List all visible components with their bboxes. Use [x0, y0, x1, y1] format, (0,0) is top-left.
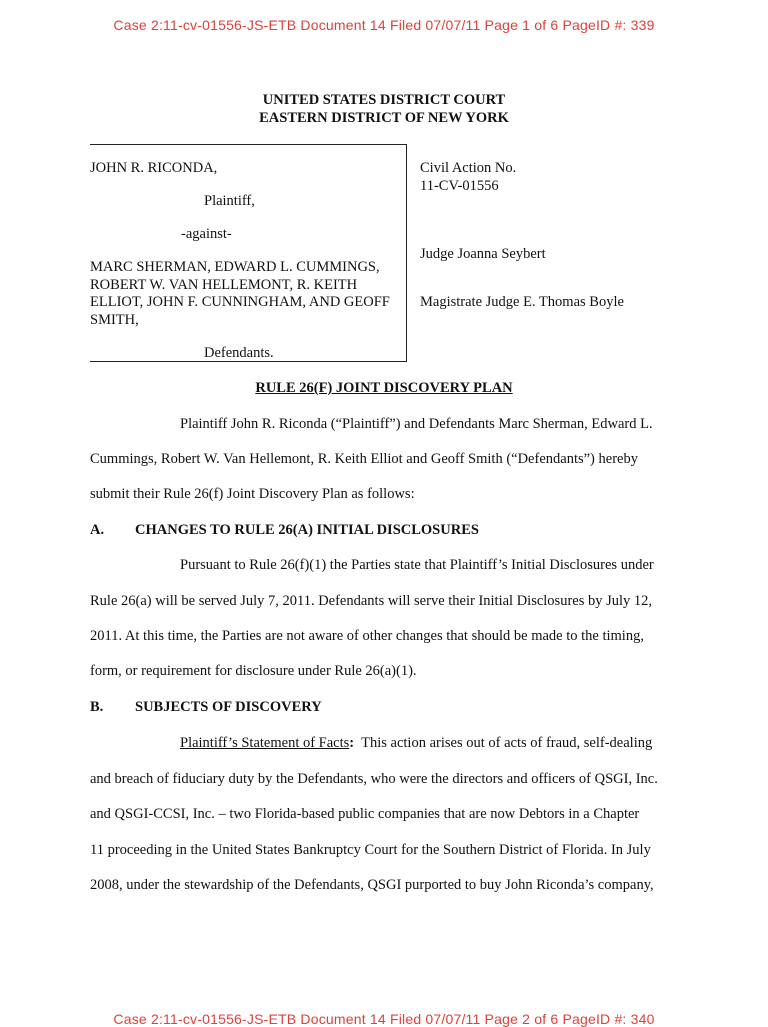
plaintiff-name: JOHN R. RICONDA, [90, 160, 218, 176]
section-a-line-4: form, or requirement for disclosure under Rule 26(a)(1). [90, 663, 417, 679]
section-a-title: CHANGES TO RULE 26(A) INITIAL DISCLOSURES [135, 522, 479, 538]
section-a-line-1: Pursuant to Rule 26(f)(1) the Parties state that Plaintiff’s Initial Disclosures under [180, 557, 654, 573]
section-a-letter: A. [90, 522, 105, 538]
judge-name: Judge Joanna Seybert [420, 246, 546, 262]
section-a-line-2: Rule 26(a) will be served July 7, 2011. Defendants will serve their Initial Disclosures by July 12, [90, 593, 653, 609]
statement-of-facts-label: Plaintiff’s Statement of Facts [180, 735, 350, 751]
document-title-text: RULE 26(F) JOINT DISCOVERY PLAN [255, 380, 513, 396]
next-page-header-stamp: Case 2:11-cv-01556-JS-ETB Document 14 Filed 07/07/11 Page 2 of 6 PageID #: 340 [113, 1011, 655, 1027]
intro-line-2: Cummings, Robert W. Van Hellemont, R. Keith Elliot and Geoff Smith (“Defendants”) hereby [90, 451, 638, 467]
section-a-line-3: 2011. At this time, the Parties are not aware of other changes that should be made to the timing, [90, 628, 644, 644]
civil-action-block [420, 160, 720, 195]
court-district: EASTERN DISTRICT OF NEW YORK [259, 110, 509, 126]
civil-action-number: 11-CV-01556 [420, 177, 499, 194]
statement-of-facts-colon: : [349, 735, 355, 751]
court-name: UNITED STATES DISTRICT COURT [262, 92, 506, 108]
section-b-title: SUBJECTS OF DISCOVERY [135, 699, 322, 715]
plaintiff-role: Plaintiff, [204, 193, 255, 209]
page-header-stamp: Case 2:11-cv-01556-JS-ETB Document 14 Filed 07/07/11 Page 1 of 6 PageID #: 339 [113, 17, 655, 33]
section-b-letter: B. [90, 699, 104, 715]
section-b-line-4: 11 proceeding in the United States Bankruptcy Court for the Southern District of Florida. In July [90, 842, 651, 858]
section-b-line-5: 2008, under the stewardship of the Defendants, QSGI purported to buy John Riconda’s company, [90, 877, 654, 893]
civil-action-label: Civil Action No. [420, 160, 517, 176]
defendant-names: MARC SHERMAN, EDWARD L. CUMMINGS, ROBERT W. VAN HELLEMONT, R. KEITH ELLIOT, JOHN F. CUNNINGHAM, AND GEOFF SMITH, [90, 259, 390, 328]
section-b-line-1 [180, 735, 652, 752]
magistrate-name: Magistrate Judge E. Thomas Boyle [420, 294, 624, 310]
section-b-line-2: and breach of fiduciary duty by the Defendants, who were the directors and officers of QSGI, Inc. [90, 771, 658, 787]
section-b-line-3: and QSGI-CCSI, Inc. – two Florida-based public companies that are now Debtors in a Chapter [90, 806, 640, 822]
intro-line-3: submit their Rule 26(f) Joint Discovery Plan as follows: [90, 486, 415, 502]
section-b-line-1-text: This action arises out of acts of fraud, self-dealing [354, 735, 653, 751]
defendant-role: Defendants. [204, 345, 274, 361]
intro-line-1: Plaintiff John R. Riconda (“Plaintiff”) and Defendants Marc Sherman, Edward L. [180, 416, 653, 432]
document-title [0, 380, 768, 397]
section-b-heading [90, 699, 322, 716]
section-a-heading [90, 522, 479, 539]
against-label: -against- [181, 226, 232, 242]
